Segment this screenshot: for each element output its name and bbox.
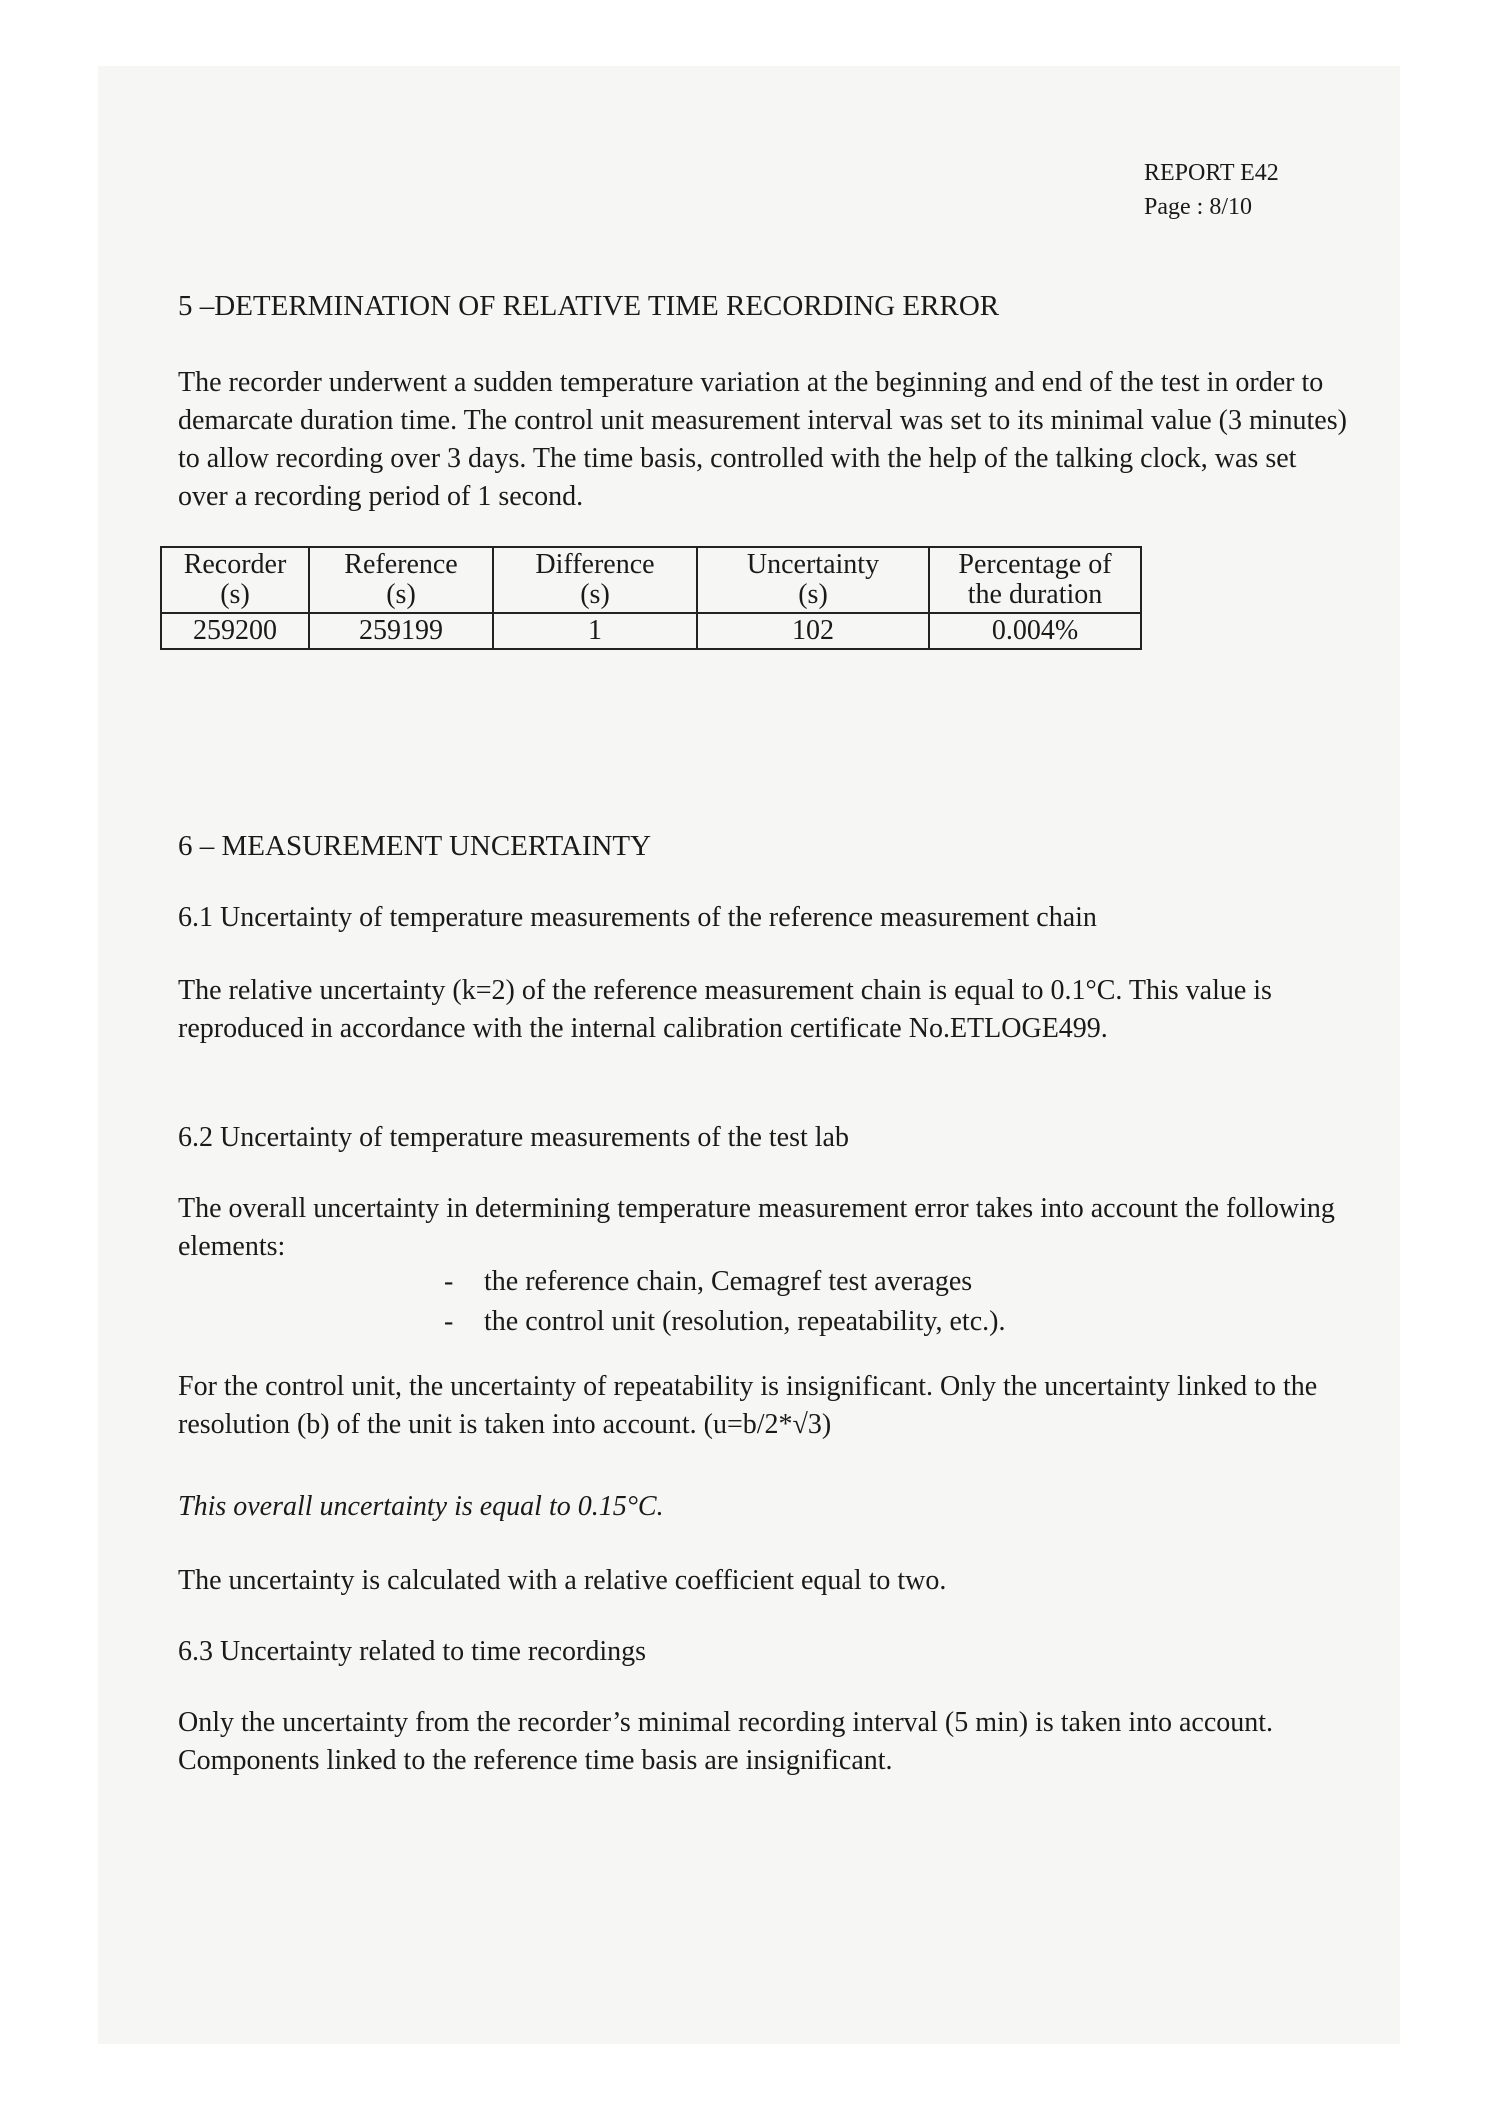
table-cell: 102 — [697, 613, 929, 649]
time-recording-table — [160, 546, 1142, 650]
table-header-cell: Percentage of the duration — [929, 547, 1141, 613]
section-6-2-paragraph: The overall uncertainty in determining temperature measurement error takes into account the following elements: — [178, 1193, 1335, 1262]
table-header-cell: Uncertainty (s) — [697, 547, 929, 613]
table-cell: 1 — [493, 613, 697, 649]
overall-uncertainty-note: This overall uncertainty is equal to 0.15°C. — [178, 1491, 664, 1522]
report-id: REPORT E42 — [1144, 160, 1279, 186]
section-6-2-paragraph-2: For the control unit, the uncertainty of repeatability is insignificant. Only the uncertainty linked to the resolution (b) of the unit is taken into account. (u=b/2*√3) — [178, 1371, 1318, 1440]
table-header-cell: Reference (s) — [309, 547, 493, 613]
table-header-cell: Difference (s) — [493, 547, 697, 613]
list-item: - the reference chain, Cemagref test averages — [444, 1266, 973, 1297]
list-item: - the control unit (resolution, repeatability, etc.). — [444, 1306, 1006, 1337]
section-5-title: 5 –DETERMINATION OF RELATIVE TIME RECORDING ERROR — [178, 290, 1000, 322]
table-cell: 259200 — [161, 613, 309, 649]
section-6-2-title: 6.2 Uncertainty of temperature measurements of the test lab — [178, 1122, 849, 1153]
table-cell: 0.004% — [929, 613, 1141, 649]
section-6-title: 6 – MEASUREMENT UNCERTAINTY — [178, 830, 652, 862]
section-6-1-title: 6.1 Uncertainty of temperature measurements of the reference measurement chain — [178, 902, 1097, 933]
section-6-3-title: 6.3 Uncertainty related to time recordings — [178, 1636, 647, 1667]
table-header-row — [161, 547, 1141, 613]
table-row — [161, 613, 1141, 649]
section-6-3-paragraph: Only the uncertainty from the recorder’s minimal recording interval (5 min) is taken into account. Components linked to the reference time basis are insignificant. — [178, 1707, 1274, 1776]
table-header-cell: Recorder (s) — [161, 547, 309, 613]
section-6-2-paragraph-3: The uncertainty is calculated with a relative coefficient equal to two. — [178, 1565, 947, 1596]
page-number: Page : 8/10 — [1144, 194, 1252, 220]
section-6-1-paragraph: The relative uncertainty (k=2) of the reference measurement chain is equal to 0.1°C. This value is reproduced in accordance with the internal calibration certificate No.ETLOGE499. — [178, 975, 1272, 1044]
section-5-paragraph: The recorder underwent a sudden temperature variation at the beginning and end of the test in order to demarcate duration time. The control unit measurement interval was set to its minimal value (3 minutes) to allow recording over 3 days. The time basis, controlled with the help of the talking clock, was set over a recording period of 1 second. — [178, 367, 1347, 512]
elements-list — [444, 1262, 1005, 1342]
report-header — [1144, 156, 1279, 224]
table-cell: 259199 — [309, 613, 493, 649]
